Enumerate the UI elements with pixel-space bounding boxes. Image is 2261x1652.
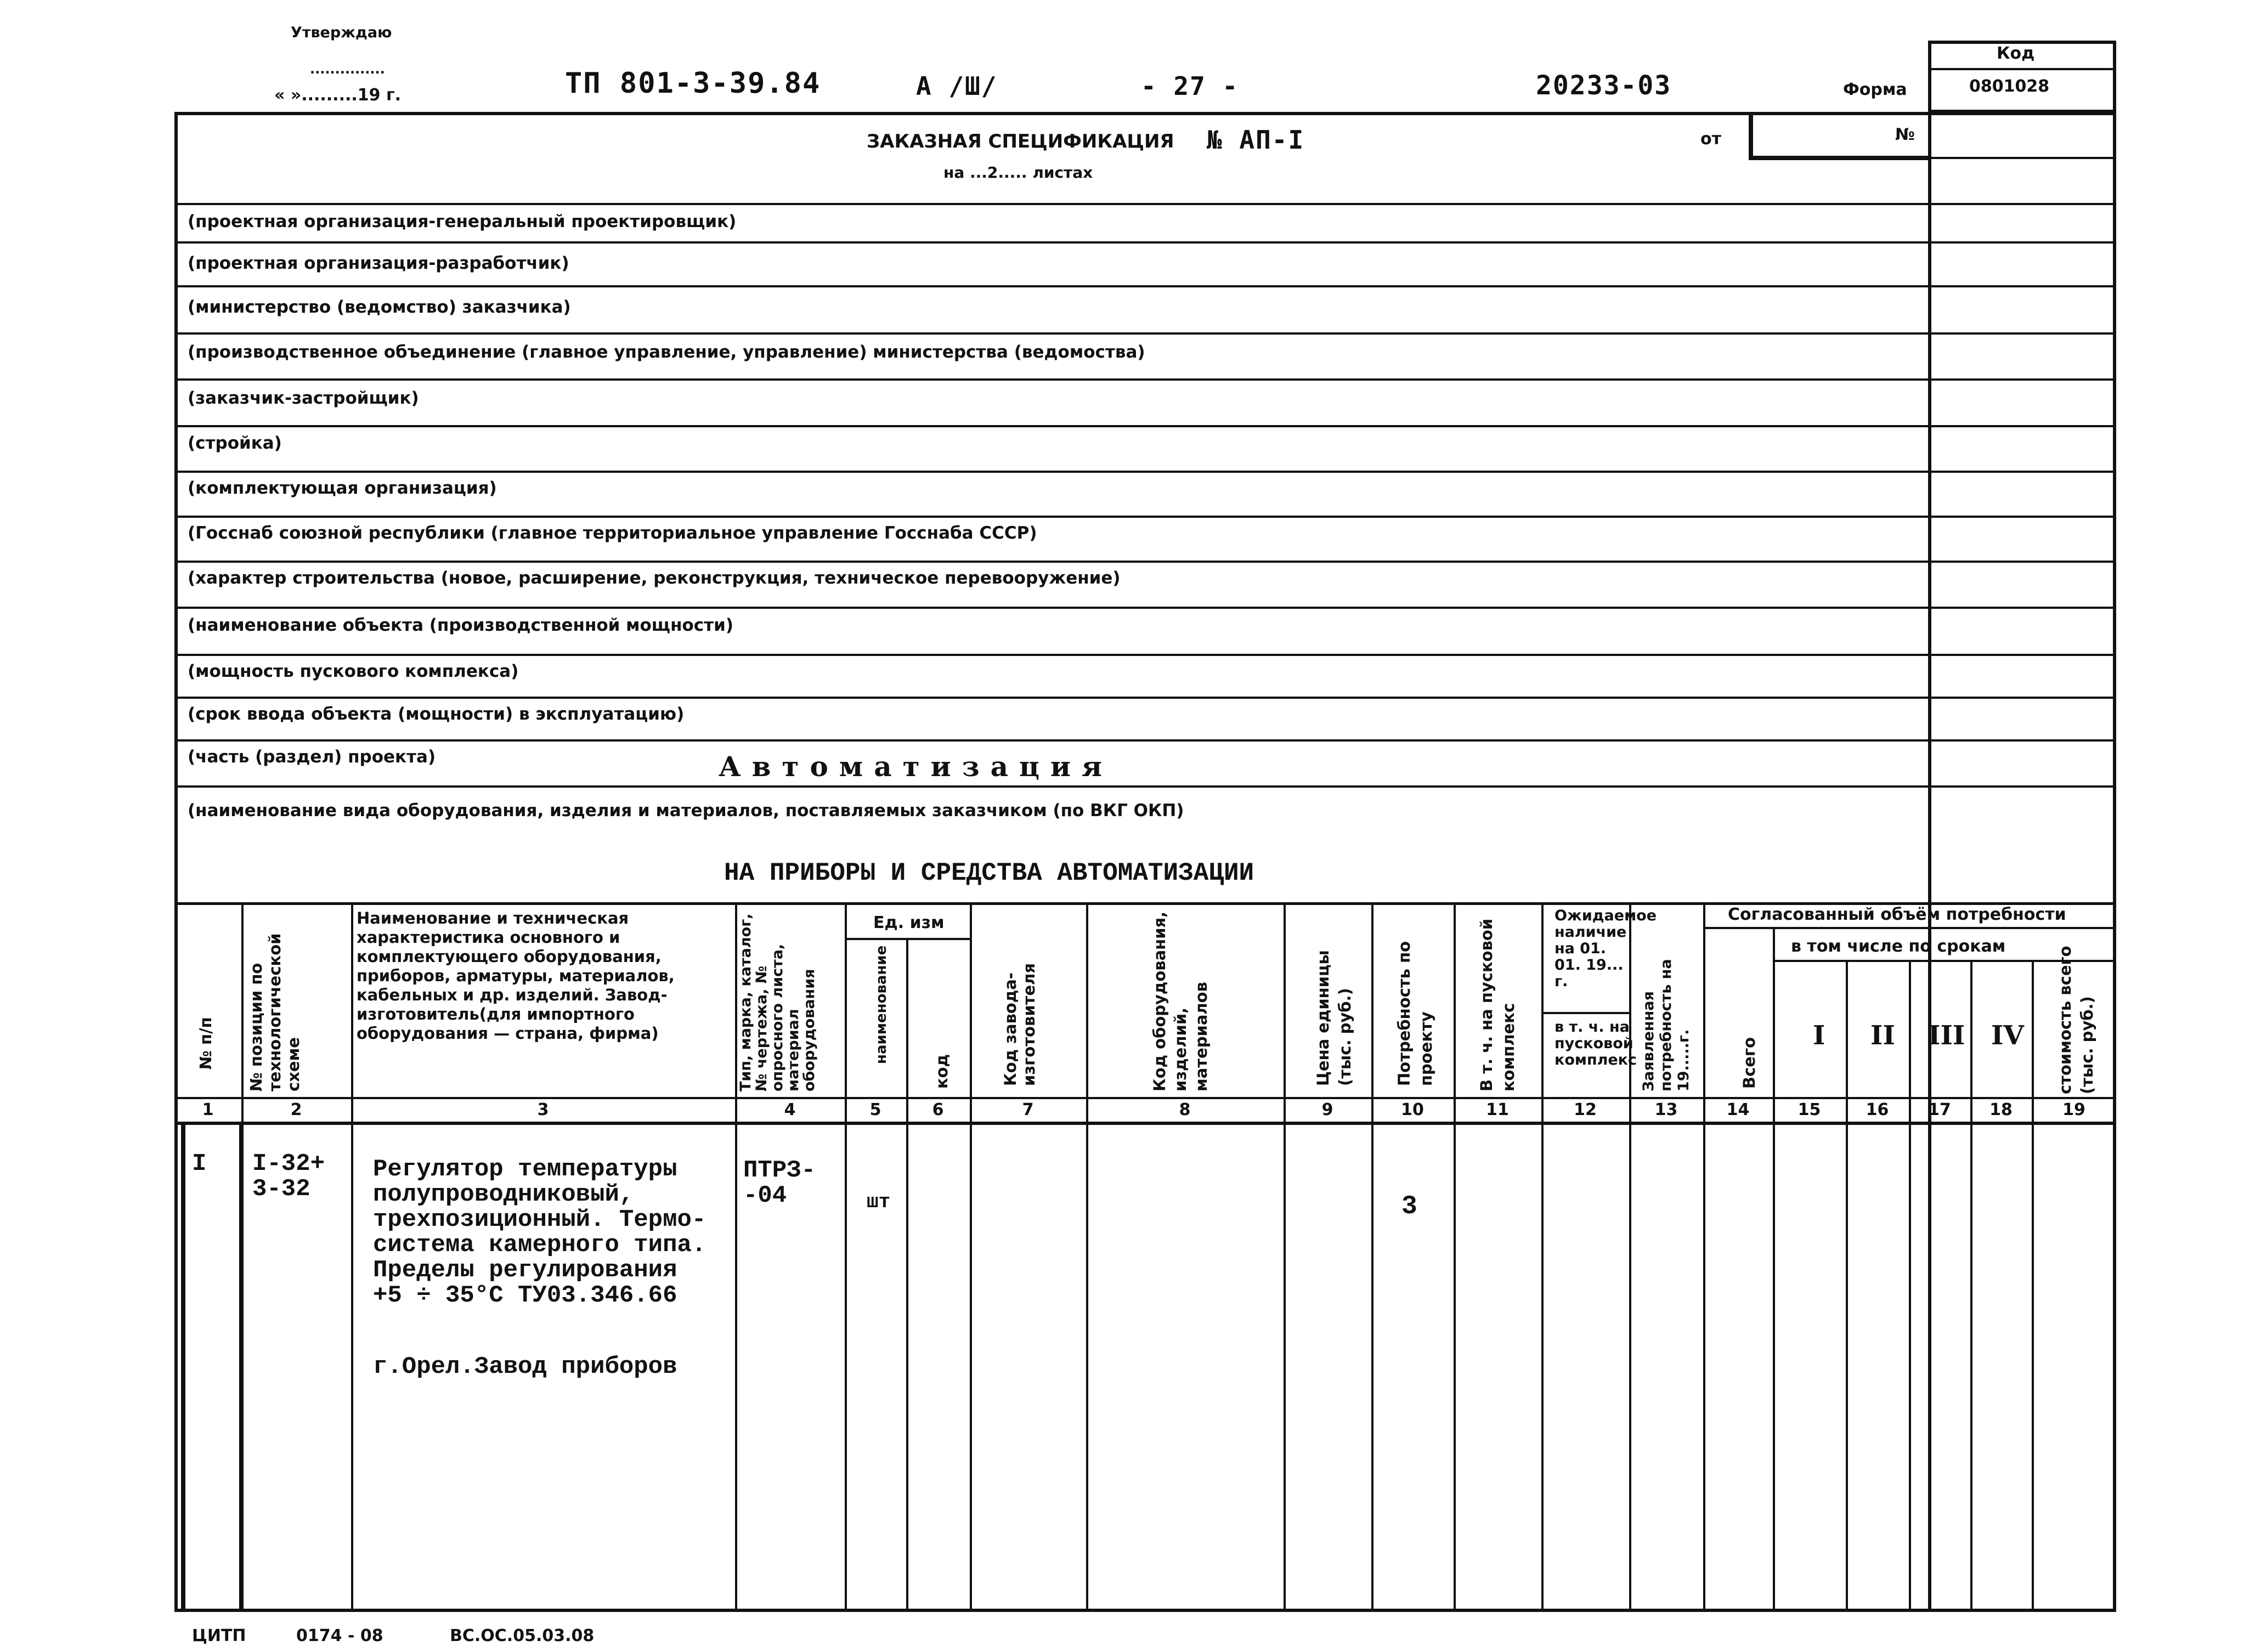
code-row-divider: [1928, 739, 2116, 742]
column-number: 17: [1928, 1100, 1951, 1119]
first-column-band: [239, 1122, 244, 1612]
column-number: 11: [1486, 1100, 1509, 1119]
entry-qty: 3: [1401, 1192, 1417, 1221]
section-name: Автоматизация: [719, 750, 1113, 783]
col6-header: код: [932, 1054, 951, 1089]
terms-header: в том числе по срокам: [1791, 937, 2006, 956]
requisite-row-label: (Госснаб союзной республики (главное территориальное управление Госснаба СССР): [188, 523, 1037, 543]
column-number: 18: [1989, 1100, 2013, 1119]
page-number: - 27 -: [1141, 71, 1239, 101]
description-line: система камерного типа.: [373, 1231, 706, 1259]
requisite-row-label: (проектная организация-генеральный проектировщик): [188, 212, 737, 231]
code-row-divider: [1928, 241, 2116, 244]
footer-ref: ВС.ОС.05.03.08: [450, 1626, 595, 1645]
row-divider: [174, 332, 1930, 335]
col17-header: III: [1928, 1020, 1965, 1051]
col12-header-a: Ожидаемое наличие на 01. 01. 19... г.: [1555, 907, 1657, 990]
col10-header: Потребность по проекту: [1395, 941, 1435, 1086]
column-number: 3: [537, 1100, 549, 1119]
row-divider: [174, 654, 1930, 656]
requisite-row-label: (наименование объекта (производственной мощности): [188, 615, 734, 635]
from-label: от: [1700, 129, 1721, 149]
kod-label: Код: [1997, 44, 2035, 63]
requisite-row-label: (характер строительства (новое, расширение, реконструкция, техническое перевооружение): [188, 568, 1121, 588]
requisite-row-label: (мощность пускового комплекса): [188, 661, 519, 681]
column-number: 16: [1866, 1100, 1889, 1119]
column-number: 6: [932, 1100, 944, 1119]
entry-unit: шт: [867, 1191, 891, 1213]
col3-header: Наименование и техническая характеристика основного и комплектующего оборудования, приборов, арматуры, материалов, кабельных и др. изделий. Завод-изготовитель(для импортного оборудования — страна, фирма): [357, 909, 675, 1043]
footer-code: 0174 - 08: [296, 1626, 383, 1645]
column-number: 2: [290, 1100, 302, 1119]
column-number: 12: [1574, 1100, 1597, 1119]
row-divider: [174, 607, 1930, 609]
divider: [1928, 68, 2116, 70]
code-row-divider: [1928, 654, 2116, 656]
column-number: 9: [1321, 1100, 1333, 1119]
code-row-divider: [1928, 785, 2116, 788]
entry-type-1: ПТРЗ-: [743, 1157, 816, 1184]
album-label: А /Ш/: [916, 71, 998, 101]
column-divider: [1970, 960, 1972, 1612]
description-line: +5 ÷ 35°С ТУ03.346.66: [373, 1282, 677, 1309]
column-divider: [351, 902, 353, 1612]
column-number: 1: [202, 1100, 214, 1119]
column-divider: [845, 902, 847, 1612]
unit-header: Ед. изм: [873, 913, 945, 932]
table-rule: [845, 938, 970, 940]
code-row-divider: [1928, 378, 2116, 381]
column-divider: [1773, 927, 1775, 1612]
footer-org: ЦИТП: [192, 1626, 246, 1645]
subtitle: НА ПРИБОРЫ И СРЕДСТВА АВТОМАТИЗАЦИИ: [724, 859, 1254, 887]
column-number: 14: [1726, 1100, 1750, 1119]
col13-header: Заявленная потребность на 19.....г.: [1640, 959, 1692, 1091]
spec-number: № АП-I: [1207, 125, 1305, 155]
code-row-divider: [1928, 516, 2116, 518]
doc-number: 20233-03: [1536, 70, 1672, 101]
table-rule: [174, 1097, 2116, 1099]
column-number: 19: [2062, 1100, 2085, 1119]
code-row-divider: [1928, 425, 2116, 427]
project-code: ТП 801-3-39.84: [565, 67, 821, 100]
col4-header: Тип, марка, каталог, № чертежа, № опросного листа, материал оборудования: [737, 913, 818, 1091]
row-divider: [174, 739, 1930, 742]
column-divider: [1454, 902, 1456, 1612]
row-divider: [174, 203, 1930, 205]
row-divider: [174, 561, 1930, 563]
column-divider: [1846, 960, 1848, 1612]
col11-header: В т. ч. на пусковой комплекс: [1477, 918, 1518, 1091]
code-row-divider: [1928, 471, 2116, 473]
entry-manufacturer: г.Орел.Завод приборов: [373, 1353, 677, 1381]
code-row-divider: [1928, 607, 2116, 609]
description-line: трехпозиционный. Термо-: [373, 1206, 706, 1234]
column-divider: [1629, 902, 1631, 1612]
requisite-row-label: (производственное объединение (главное управление, управление) министерства (ведомоства): [188, 342, 1145, 362]
code-row-divider: [1928, 561, 2116, 563]
spec-title: ЗАКАЗНАЯ СПЕЦИФИКАЦИЯ: [867, 131, 1174, 152]
col12-header-b: в т. ч. на пусковой комплекс: [1555, 1019, 1637, 1068]
requisite-row-label: (часть (раздел) проекта): [188, 747, 436, 767]
table-rule: [1703, 927, 2116, 929]
col8-header: Код оборудования, изделий, материалов: [1150, 911, 1211, 1091]
requisite-row-label: (министерство (ведомство) заказчика): [188, 297, 571, 317]
column-divider: [906, 938, 908, 1612]
forma-label: Форма: [1843, 80, 1907, 99]
col2-header: № позиции по технологической схеме: [247, 933, 303, 1091]
col5-header: наименование: [873, 945, 890, 1064]
column-divider: [2032, 960, 2034, 1612]
entry-position-1: I-32+: [252, 1150, 325, 1178]
row-divider: [174, 471, 1930, 473]
col15-header: I: [1813, 1020, 1825, 1051]
equipment-row-label: (наименование вида оборудования, изделия и материалов, поставляемых заказчиком (по ВКГ ОКП): [188, 801, 1184, 821]
column-number: 7: [1022, 1100, 1034, 1119]
column-divider: [1371, 902, 1373, 1612]
requisite-row-label: (стройка): [188, 433, 282, 453]
col16-header: II: [1870, 1020, 1895, 1051]
col19-header: стоимость всего (тыс. руб.): [2056, 946, 2096, 1094]
column-divider: [1909, 960, 1911, 1612]
code-row-divider: [1928, 697, 2116, 699]
sheets-count: на ...2..... листах: [943, 163, 1093, 182]
column-divider: [1541, 902, 1544, 1612]
row-divider: [174, 697, 1930, 699]
column-number: 4: [784, 1100, 796, 1119]
column-number: 15: [1798, 1100, 1821, 1119]
column-number: 8: [1179, 1100, 1191, 1119]
description-line: Регулятор температуры: [373, 1156, 677, 1183]
first-column-band: [181, 1122, 185, 1612]
col18-header: IV: [1991, 1020, 2024, 1051]
column-number: 5: [869, 1100, 881, 1119]
requisite-row-label: (заказчик-застройщик): [188, 388, 419, 408]
column-number: 10: [1401, 1100, 1424, 1119]
entry-position-2: 3-32: [252, 1175, 310, 1203]
approve-date: « ».........19 г.: [274, 86, 402, 105]
table-rule: [1541, 1012, 1629, 1014]
row-divider: [174, 425, 1930, 427]
row-divider: [174, 285, 1930, 287]
code-row-divider: [1928, 285, 2116, 287]
col1-header: № п/п: [196, 1017, 215, 1070]
approve-dots: ...............: [310, 61, 385, 77]
description-line: Пределы регулирования: [373, 1257, 677, 1284]
agreed-header: Согласованный объём потребности: [1728, 905, 2066, 924]
requisite-row-label: (комплектующая организация): [188, 478, 497, 498]
column-divider: [1086, 902, 1088, 1612]
forma-code: 0801028: [1969, 77, 2050, 96]
column-divider: [1703, 902, 1705, 1612]
requisite-row-label: (срок ввода объекта (мощности) в эксплуатацию): [188, 704, 685, 724]
row-divider: [174, 378, 1930, 381]
col9-header: Цена единицы (тыс. руб.): [1314, 950, 1354, 1086]
table-rule: [174, 1122, 2116, 1125]
row-divider: [174, 241, 1930, 244]
approve-label: Утверждаю: [291, 24, 392, 41]
column-divider: [970, 902, 972, 1612]
code-row-divider: [1928, 332, 2116, 335]
divider: [1928, 157, 2116, 159]
entry-type-2: -04: [743, 1182, 787, 1209]
code-row-divider: [1928, 203, 2116, 205]
col7-header: Код завода-изготовителя: [1001, 963, 1038, 1086]
row-divider: [174, 516, 1930, 518]
column-divider: [1284, 902, 1286, 1612]
description-line: полупроводниковый,: [373, 1181, 634, 1208]
no-label: №: [1895, 125, 1915, 144]
requisite-row-label: (проектная организация-разработчик): [188, 253, 569, 273]
col14-header: Всего: [1740, 1037, 1759, 1089]
row-divider: [174, 785, 2116, 788]
entry-number: I: [192, 1150, 207, 1178]
column-number: 13: [1654, 1100, 1678, 1119]
